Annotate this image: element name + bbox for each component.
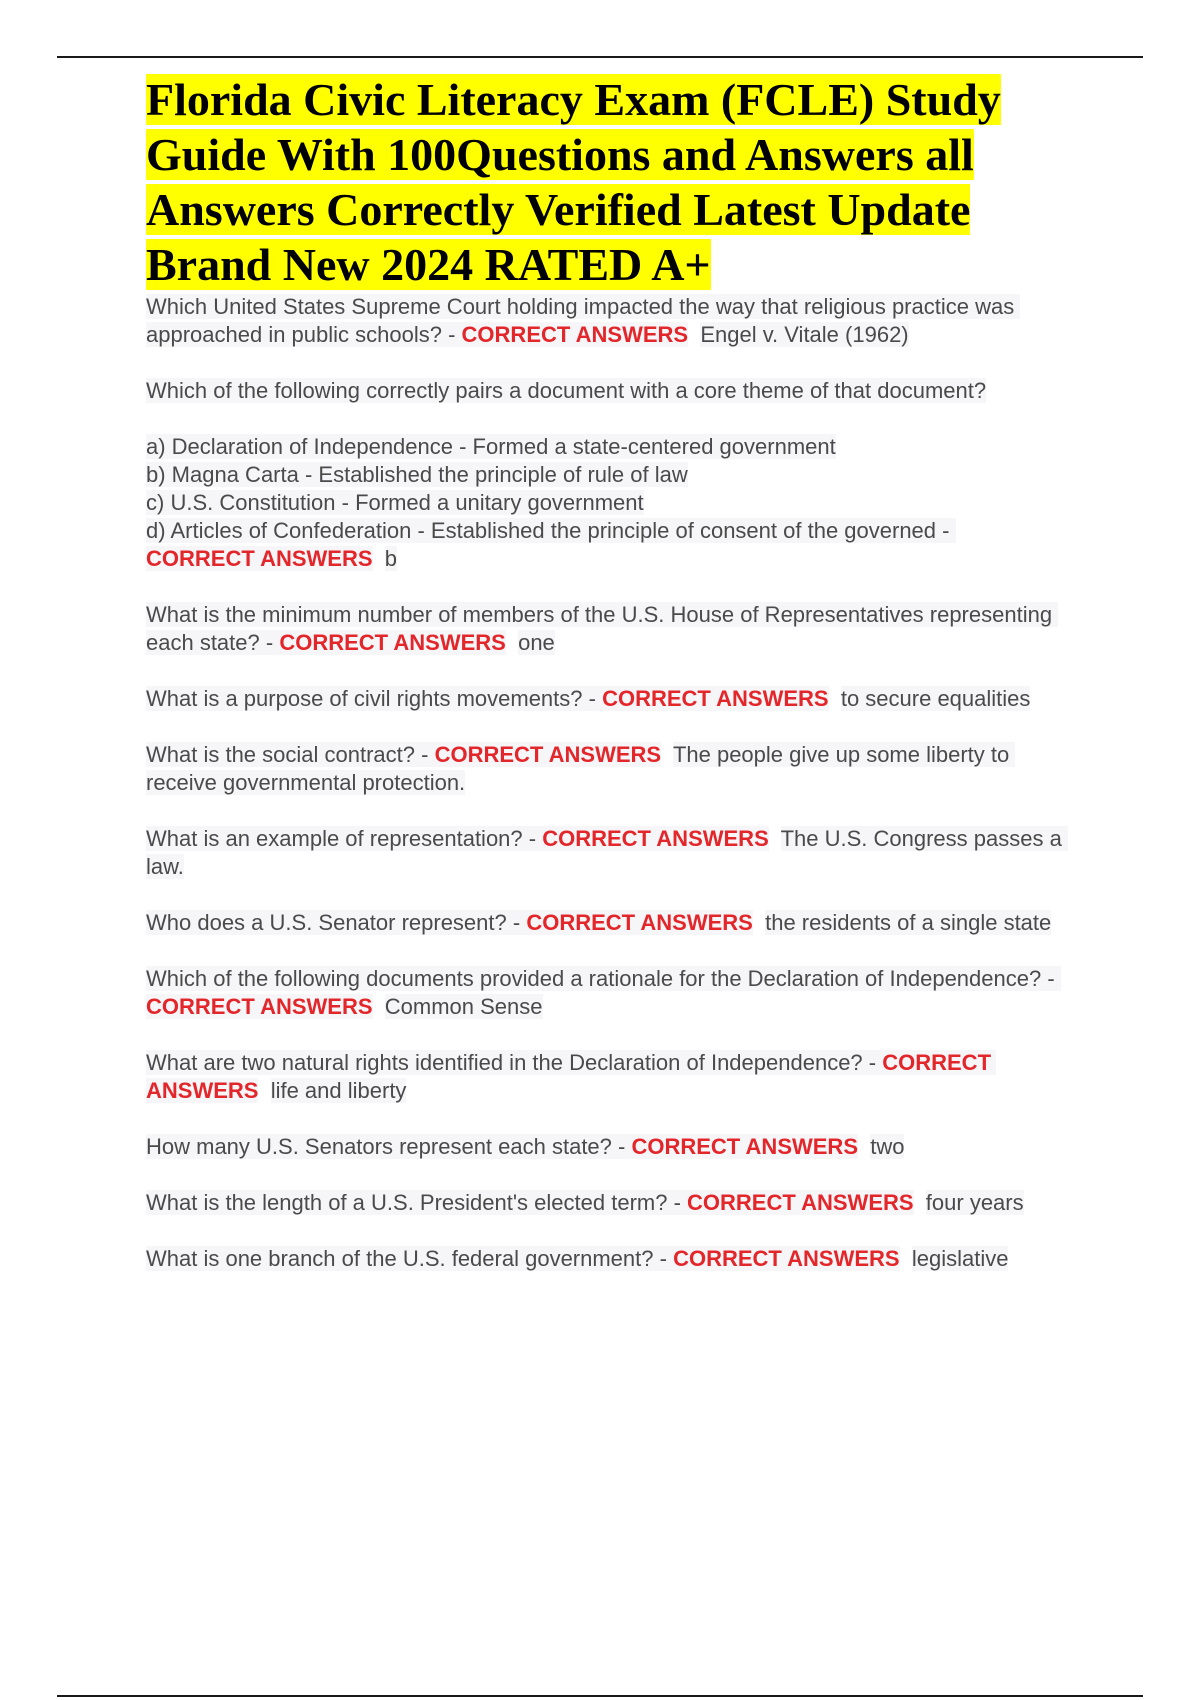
question-text: What is one branch of the U.S. federal government? [146, 1246, 654, 1271]
document-title: Florida Civic Literacy Exam (FCLE) Study Guide With 100Questions and Answers all Answers Correctly Verified Latest Update Brand New 2024 RATED A+ [146, 74, 1001, 290]
separator: - [415, 742, 435, 767]
question-text: What is a purpose of civil rights movements? [146, 686, 583, 711]
option-item: d) Articles of Confederation - Established the principle of consent of the governed - [146, 518, 956, 543]
question-text: Which of the following correctly pairs a document with a core theme of that document? [146, 378, 987, 403]
question-text: How many U.S. Senators represent each state? [146, 1134, 612, 1159]
correct-answers-label: CORRECT ANSWERS [434, 742, 662, 767]
qa-item [146, 1245, 1086, 1273]
correct-answers-label: CORRECT ANSWERS [602, 686, 829, 711]
answer-text: The people give up some liberty to receive governmental protection. [146, 742, 1016, 795]
answer-text: one [518, 630, 555, 655]
correct-answers-label: CORRECT ANSWERS [461, 322, 689, 347]
qa-item [146, 377, 1086, 405]
question-text: What is the social contract? [146, 742, 416, 767]
separator: - [1041, 966, 1061, 991]
qa-item [146, 1049, 1086, 1105]
question-text: What are two natural rights identified in the Declaration of Independence? [146, 1050, 863, 1075]
separator: - [506, 910, 527, 935]
answer-text: to secure equalities [840, 686, 1031, 711]
qa-item [146, 293, 1086, 349]
answer-text: The U.S. Congress passes a law. [146, 826, 1068, 879]
qa-item [146, 909, 1086, 937]
separator: - [611, 1134, 632, 1159]
question-text: Who does a U.S. Senator represent? [146, 910, 507, 935]
correct-answers-label: CORRECT ANSWERS [673, 1246, 900, 1271]
question-text: Which United States Supreme Court holding impacted the way that religious practice was approached in public schools? [146, 294, 1021, 347]
separator: - [653, 1246, 674, 1271]
document-body [146, 72, 1086, 1301]
option-item: b) Magna Carta - Established the principle of rule of law [146, 462, 688, 487]
answer-text: two [870, 1134, 905, 1159]
separator: - [667, 1190, 688, 1215]
separator: - [582, 686, 603, 711]
qa-options [146, 433, 1086, 573]
qa-item [146, 965, 1086, 1021]
qa-item [146, 601, 1086, 657]
correct-answers-label: CORRECT ANSWERS [687, 1190, 914, 1215]
answer-text: four years [925, 1190, 1024, 1215]
qa-item [146, 1133, 1086, 1161]
separator: - [259, 630, 280, 655]
answer-text: Engel v. Vitale (1962) [700, 322, 909, 347]
separator: - [862, 1050, 883, 1075]
question-text: Which of the following documents provided a rationale for the Declaration of Independence? [146, 966, 1042, 991]
bottom-divider [57, 1695, 1143, 1697]
question-text: What is an example of representation? [146, 826, 523, 851]
question-text: What is the length of a U.S. President's elected term? [146, 1190, 668, 1215]
correct-answers-label: CORRECT ANSWERS [146, 1050, 997, 1103]
correct-answers-label: CORRECT ANSWERS [542, 826, 769, 851]
correct-answers-label: CORRECT ANSWERS [279, 630, 506, 655]
separator: - [522, 826, 543, 851]
correct-answers-label: CORRECT ANSWERS [146, 546, 373, 571]
option-item: a) Declaration of Independence - Formed a state-centered government [146, 434, 836, 459]
qa-item [146, 685, 1086, 713]
qa-item [146, 825, 1086, 881]
correct-answers-label: CORRECT ANSWERS [526, 910, 753, 935]
correct-answers-label: CORRECT ANSWERS [146, 994, 373, 1019]
qa-item [146, 1189, 1086, 1217]
separator: - [936, 518, 956, 543]
question-text: What is the minimum number of members of the U.S. House of Representatives representing each state? [146, 602, 1059, 655]
answer-text: the residents of a single state [765, 910, 1052, 935]
answer-text: life and liberty [270, 1078, 407, 1103]
top-divider [57, 56, 1143, 58]
answer-text: b [384, 546, 398, 571]
qa-item [146, 741, 1086, 797]
option-item: c) U.S. Constitution - Formed a unitary government [146, 490, 644, 515]
answer-text: legislative [911, 1246, 1009, 1271]
correct-answers-label: CORRECT ANSWERS [631, 1134, 858, 1159]
separator: - [441, 322, 462, 347]
answer-text: Common Sense [384, 994, 543, 1019]
